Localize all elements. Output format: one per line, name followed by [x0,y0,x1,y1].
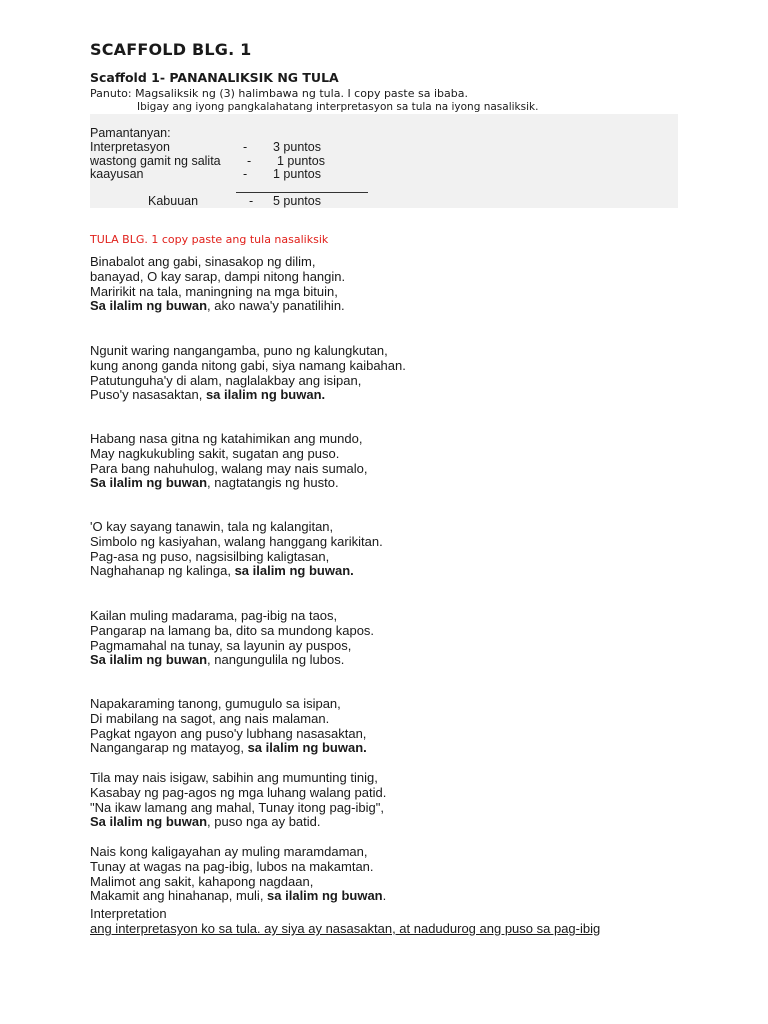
poem-line: Sa ilalim ng buwan, nagtatangis ng husto. [90,475,339,491]
rubric-points: 1 puntos [277,154,325,168]
stanza-6 [90,697,710,756]
stanza-5 [90,609,710,668]
poem-line: Habang nasa gitna ng katahimikan ang mundo, [90,431,363,446]
poem-line: Naghahanap ng kalinga, sa ilalim ng buwan. [90,563,354,579]
rubric-points: 1 puntos [273,167,321,181]
poem-line: Ngunit waring nangangamba, puno ng kalungkutan, [90,343,388,358]
rubric-row-wastong-gamit [90,154,390,168]
rubric-total-points: 5 puntos [273,194,321,208]
rubric-total-dash: - [249,194,254,208]
stanza-1 [90,255,710,314]
stanza-7 [90,771,710,830]
poem-line: Sa ilalim ng buwan, ako nawa'y panatilihin. [90,298,345,314]
stanza-8 [90,845,710,904]
poem-line: Pagmamahal na tunay, sa layunin ay puspos, [90,637,352,653]
poem-line: Nangangarap ng matayog, sa ilalim ng buwan. [90,740,367,756]
rubric-total-row [148,194,388,208]
rubric-total-label: Kabuuan [148,194,199,208]
rubric-total-divider [236,192,368,193]
rubric-heading: Pamantanyan: [90,126,171,140]
rubric-dash: - [243,140,248,154]
rubric-criterion: Interpretasyon [90,140,170,154]
poem-line: Tila may nais isigaw, sabihin ang mumunting tinig, [90,770,378,785]
instructions-line-1: Panuto: Magsaliksik ng (3) halimbawa ng tula. I copy paste sa ibaba. [90,87,468,100]
poem-line: Makamit ang hinahanap, muli, sa ilalim ng buwan. [90,888,387,904]
stanza-3 [90,432,710,491]
rubric-dash: - [243,167,248,181]
poem-line: Nais kong kaligayahan ay muling maramdaman, [90,844,368,859]
document-title: SCAFFOLD BLG. 1 [90,40,252,59]
instructions-line-2: Ibigay ang iyong pangkalahatang interpretasyon sa tula na iyong nasaliksik. [137,101,539,113]
poem-line: 'O kay sayang tanawin, tala ng kalangitan, [90,519,334,534]
rubric-row-interpretasyon [90,140,390,154]
poem-line: Pag-asa ng puso, nagsisilbing kaligtasan, [90,548,330,564]
poem-line: Puso'y nasasaktan, sa ilalim ng buwan. [90,387,326,403]
poem-label: TULA BLG. 1 copy paste ang tula nasaliksik [90,233,329,246]
rubric-criterion: kaayusan [90,167,144,181]
poem-line: banayad, O kay sarap, dampi nitong hangin. [90,268,346,284]
poem-line: Pagkat ngayon ang puso'y lubhang nasasaktan, [90,725,367,741]
rubric-dash: - [247,154,252,168]
poem-line: kung anong ganda nitong gabi, siya namang kaibahan. [90,357,406,373]
stanza-2 [90,344,710,403]
poem-line: Pangarap na lamang ba, dito sa mundong kapos. [90,622,375,638]
poem-line: Para bang nahuhulog, walang may nais sumalo, [90,460,368,476]
rubric-points: 3 puntos [273,140,321,154]
stanza-4 [90,520,710,579]
poem-line: Patutunguha'y di alam, naglalakbay ang isipan, [90,372,362,388]
poem-line: Malimot ang sakit, kahapong nagdaan, [90,873,314,889]
poem-line: Kasabay ng pag-agos ng mga luhang walang patid. [90,784,387,800]
poem-line: Simbolo ng kasiyahan, walang hanggang karikitan. [90,533,383,549]
poem-line: Binabalot ang gabi, sinasakop ng dilim, [90,254,316,269]
interpretation-text: ang interpretasyon ko sa tula. ay siya ay nasasaktan, at nadudurog ang puso sa pag-ibig [90,921,601,936]
poem-line: Maririkit na tala, maningning na mga bituin, [90,283,338,299]
poem-line: Kailan muling madarama, pag-ibig na taos, [90,608,338,623]
poem-line: May nagkukubling sakit, sugatan ang puso. [90,445,340,461]
poem-line: Sa ilalim ng buwan, nangungulila ng lubos. [90,652,345,668]
rubric-box [90,114,678,208]
scaffold-heading: Scaffold 1- PANANALIKSIK NG TULA [90,70,339,85]
rubric-row-kaayusan [90,167,390,181]
rubric-criterion: wastong gamit ng salita [90,154,221,168]
interpretation-label: Interpretation [90,906,167,921]
poem-line: Sa ilalim ng buwan, puso nga ay batid. [90,814,321,830]
poem-line: Di mabilang na sagot, ang nais malaman. [90,710,330,726]
poem-line: "Na ikaw lamang ang mahal, Tunay itong pag-ibig", [90,799,384,815]
poem-line: Tunay at wagas na pag-ibig, lubos na makamtan. [90,858,374,874]
poem-line: Napakaraming tanong, gumugulo sa isipan, [90,696,341,711]
